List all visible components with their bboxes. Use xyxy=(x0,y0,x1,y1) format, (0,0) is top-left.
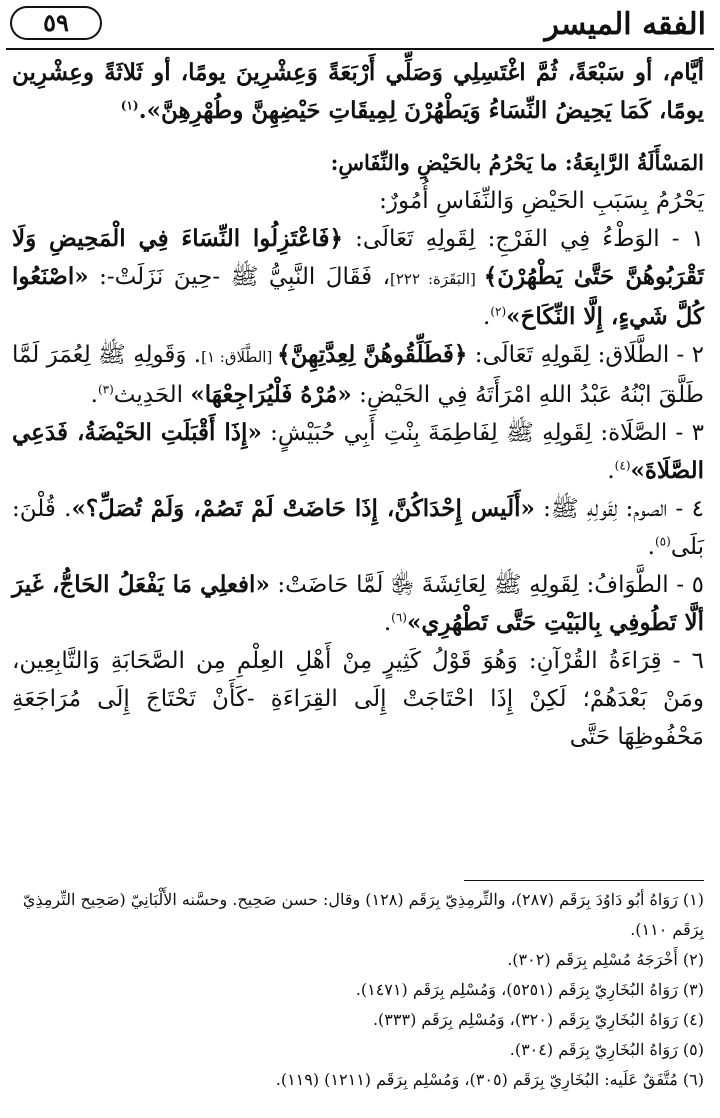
item-1: ١ - الوَطْءُ فِي الفَرْجِ: لِقَولِهِ تَعَالَى: ﴿فَاعْتَزِلُوا النِّسَاءَ فِي الْمَحِيضِ وَلَا تَقْرَبُوهُنَّ حَتَّىٰ يَطْهُرْنَ﴾ [البَقَرَة: ٢٢٢]، فَقَالَ النَّبِيُّ ﷺ -حِينَ نَزَلَتْ-: «اصْنَعُوا كُلَّ شَيءٍ، إِلَّا النِّكَاحَ»$^{(٢)}$. xyxy=(12,225,705,330)
item-3: ٣ - الصَّلَاة: لِقَولِهِ ﷺ لِفَاطِمَةَ بِنْتِ أَبِي حُبَيْشٍ: «إِذَا أَقْبَلَتِ الحَيْضَةُ، فَدَعِي الصَّلَاةَ»$^{(٤)}$. xyxy=(12,419,704,484)
item-5: ٥ - الطَّوَافُ: لِقَولِهِ ﷺ لِعَائِشَةَ ﵂ لَمَّا حَاضَتْ: «افعلِي مَا يَفْعَلُ الحَاجُّ، غَيرَ ألَّا تَطُوفِي بِالبَيْتِ حَتَّى تَطْهُرِي»$^{(٦)}$. xyxy=(12,571,704,636)
footnote-4: (٤) رَوَاهُ البُخَارِيّ بِرَقَم (٣٢٠)، وَمُسْلِم بِرَقَم (٣٣٣). xyxy=(372,1010,704,1029)
item-6: ٦ - قِرَاءَةُ القُرْآنِ: وَهُوَ قَوْلُ كَثِيرٍ مِنْ أَهْلِ العِلْمِ مِن الصَّحَابَةِ وَالتَّابِعِين، ومَنْ بَعْدَهُمْ؛ لَكِنْ إِذَا احْتَاجَتْ إِلَى القِرَاءَةِ -كَأَنْ تَحْتَاجَ إِلَى مُرَاجَعَةِ مَحْفُوظِهَا حَتَّى xyxy=(12,648,704,750)
quran-verse: ﴿فَطَلِّقُوهُنَّ لِعِدَّتِهِنَّ﴾ xyxy=(277,341,468,368)
footnote-3: (٣) رَوَاهُ البُخَارِيّ بِرَقَم (٥٢٥١)، وَمُسْلِم بِرَقَم (١٤٧١). xyxy=(355,980,704,999)
book-title: الفقه الميسر xyxy=(544,7,706,42)
footnote-5: (٥) رَوَاهُ البُخَارِيّ بِرَقَم (٣٠٤). xyxy=(509,1040,704,1059)
paragraph-continuation: أيَّام، أو سَبْعَةً، ثُمَّ اغْتَسِلِي وَصَلِّي أَرْبَعَةً وَعِشْرِينَ يومًا، أو ثَلاثَةً وعِشْرِين يومًا، كَمَا يَحِيضُ النِّسَاءُ وَيَطْهُرْنَ لِمِيقَاتِ حَيْضِهِنَّ وطُهْرِهِنَّ».$^{(١)}$ xyxy=(12,59,704,124)
footnote-ref: (٣) xyxy=(97,382,114,397)
footnote-ref: (١) xyxy=(120,98,139,113)
quran-verse: ﴿فَاعْتَزِلُوا النِّسَاءَ فِي الْمَحِيضِ وَلَا تَقْرَبُوهُنَّ حَتَّىٰ يَطْهُرْنَ﴾ xyxy=(12,225,704,290)
hadith-quote: «افعلِي مَا يَفْعَلُ الحَاجُّ، غَيرَ ألَّا تَطُوفِي بِالبَيْتِ حَتَّى تَطْهُرِي» xyxy=(12,571,704,636)
issue-heading: المَسْأَلَةُ الرَّابِعَةُ: ما يَحْرُمُ بالحَيْضِ والنِّفَاسِ: xyxy=(330,150,704,175)
intro-line: يَحْرُمُ بِسَبَبِ الحَيْضِ وَالنِّفَاسِ أُمُورٌ: xyxy=(379,188,704,214)
footnote-2: (٢) أَخْرَجَهُ مُسْلِم بِرَقَم (٣٠٢). xyxy=(507,950,704,969)
hadith-quote: «مُرْهُ فَلْيُرَاجِعْهَا» xyxy=(190,381,352,408)
footnote-ref: (٤) xyxy=(614,458,631,473)
footnote-6: (٦) مُتَّفَقٌ عَلَيه: البُخَارِيّ بِرَقَم (٣٠٥)، وَمُسْلِم بِرَقَم (١٢١١) (١١٩). xyxy=(275,1070,704,1089)
footnote-divider xyxy=(464,880,704,881)
footnotes xyxy=(12,880,704,1095)
hadith-quote: «اصْنَعُوا كُلَّ شَيءٍ، إِلَّا النِّكَاحَ» xyxy=(12,263,704,330)
footnote-ref: (٦) xyxy=(391,610,407,625)
footnote-ref: (٢) xyxy=(490,304,507,319)
hadith-quote: «أَلَيس إِحْدَاكُنَّ، إِذَا حَاضَتْ لَمْ تَصُمْ، وَلَمْ تُصَلِّ؟» xyxy=(71,495,535,522)
main-text xyxy=(12,54,704,756)
page-number: ٥٩ xyxy=(10,6,102,40)
page-header xyxy=(6,2,714,50)
footnote-1: (١) رَوَاهُ أبُو دَاوُدَ بِرَقَم (٢٨٧)، والتِّرمِذِيّ بِرَقَم (١٢٨) وقال: حسن صَحِيح. وحسَّنه الأَلْبَانِيّ (صَحِيح التِّرمِذِيّ بِرَقَم ١١٠). xyxy=(22,890,704,939)
verse-citation: [الطَّلَاق: ١] xyxy=(201,348,278,366)
item-4: ٤ - الصوم: لِقَولِهِ ﷺ: «أَلَيس إِحْدَاكُنَّ، إِذَا حَاضَتْ لَمْ تَصُمْ، وَلَمْ تُصَلِّ؟». قُلْنَ: بَلَى$^{(٥)}$. xyxy=(12,495,704,560)
footnote-ref: (٥) xyxy=(654,534,671,549)
item-2: ٢ - الطَّلَاق: لِقَولِهِ تَعَالَى: ﴿فَطَلِّقُوهُنَّ لِعِدَّتِهِنَّ﴾ [الطَّلَاق: ١]. وَقَولِهِ ﷺ لِعُمَرَ لَمَّا طَلَّقَ ابْنُهُ عَبْدُ اللهِ امْرَأَتَهُ فِي الحَيْضِ: «مُرْهُ فَلْيُرَاجِعْهَا» الحَدِيث$^{(٣)}$. xyxy=(12,341,704,408)
hadith-quote: «إِذَا أَقْبَلَتِ الحَيْضَةُ، فَدَعِي الصَّلَاةَ» xyxy=(12,419,704,484)
verse-citation: [البَقَرَة: ٢٢٢] xyxy=(390,270,484,288)
